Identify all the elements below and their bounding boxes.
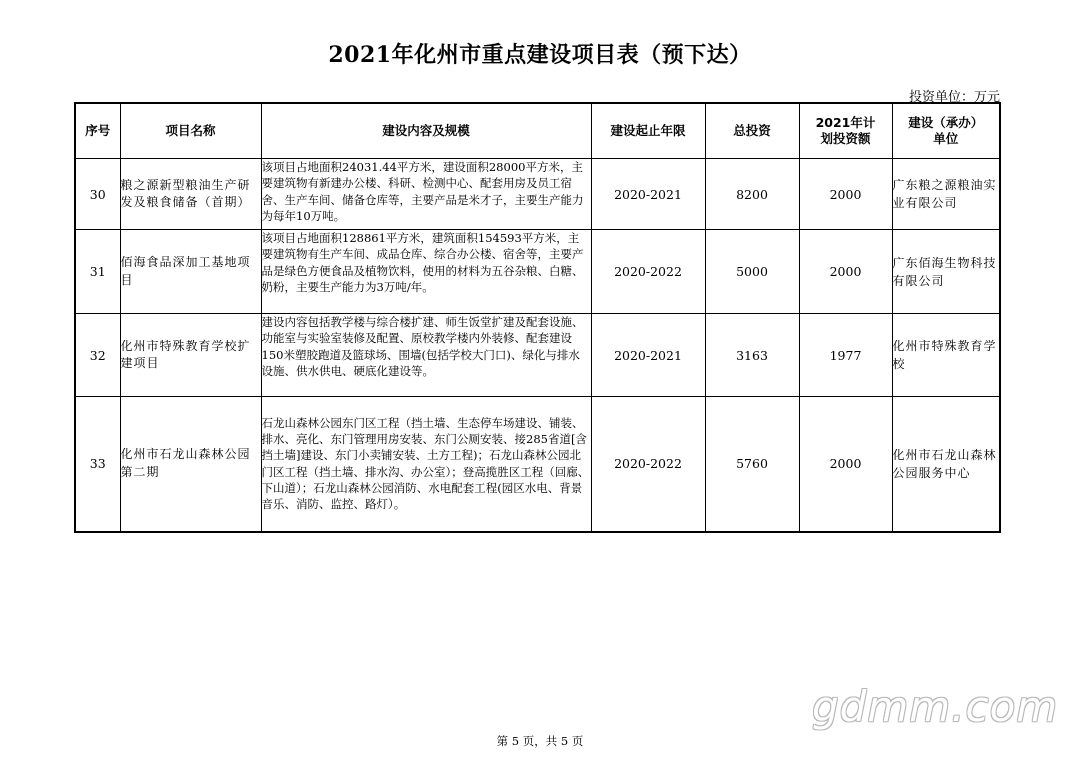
row-unit: 广东粮之源粮油实业有限公司 [892, 159, 1000, 230]
row-index: 32 [75, 314, 120, 397]
row-project-name: 佰海食品深加工基地项目 [120, 230, 261, 314]
row-unit: 化州市石龙山森林公园服务中心 [892, 397, 1000, 532]
row-content [261, 230, 591, 314]
row-content-text: 该项目占地面积24031.44平方米，建设面积28000平方米，主要建筑物有新建办公楼、科研、检测中心、配套用房及员工宿舍、生产车间、储备仓库等，主要产品是米才子，主要生产能力为每年10万吨。 [261, 160, 584, 223]
row-period: 2020-2021 [591, 314, 705, 397]
row-unit: 化州市特殊教育学校 [892, 314, 1000, 397]
header-period: 建设起止年限 [591, 103, 705, 159]
row-total-investment: 5760 [705, 397, 799, 532]
row-project-name: 粮之源新型粮油生产研发及粮食储备（首期） [120, 159, 261, 230]
row-index: 33 [75, 397, 120, 532]
row-content-text: 建设内容包括教学楼与综合楼扩建、师生饭堂扩建及配套设施、功能室与实验室装修及配置、原校教学楼内外装修、配套建设150米塑胶跑道及篮球场、围墙(包括学校大门口)、绿化与排水设施、供水供电、硬底化建设等。 [261, 315, 584, 378]
row-total-investment: 3163 [705, 314, 799, 397]
table-row [75, 397, 1000, 532]
header-unit: 建设（承办）单位 [892, 103, 1000, 159]
row-content [261, 397, 591, 532]
page-title: 2021年化州市重点建设项目表（预下达） [328, 42, 752, 68]
investment-unit-note: 投资单位：万元 [908, 90, 1000, 105]
row-project-name: 化州市特殊教育学校扩建项目 [120, 314, 261, 397]
row-total-investment: 8200 [705, 159, 799, 230]
table-header-row [75, 103, 1000, 159]
page-footer: 第 5 页，共 5 页 [496, 734, 584, 748]
row-unit: 广东佰海生物科技有限公司 [892, 230, 1000, 314]
header-plan: 2021年计划投资额 [799, 103, 892, 159]
row-content-text: 石龙山森林公园东门区工程（挡土墙、生态停车场建设、铺装、排水、亮化、东门管理用房安装、东门公厕安装、接285省道[含挡土墙]建设、东门小卖铺安装、土方工程)；石龙山森林公园北门区工程（挡土墙、排水沟、办公室）；登高揽胜区工程（回廊、下山道）；石龙山森林公园消防、水电配套工程(园区水电、背景音乐、消防、监控、路灯）。 [261, 415, 590, 512]
row-period: 2020-2022 [591, 230, 705, 314]
header-total: 总投资 [705, 103, 799, 159]
row-content [261, 159, 591, 230]
row-index: 31 [75, 230, 120, 314]
row-plan-investment: 2000 [799, 230, 892, 314]
table-row [75, 159, 1000, 230]
header-name: 项目名称 [120, 103, 261, 159]
row-content [261, 314, 591, 397]
table-row [75, 314, 1000, 397]
row-project-name: 化州市石龙山森林公园第二期 [120, 397, 261, 532]
row-total-investment: 5000 [705, 230, 799, 314]
row-plan-investment: 2000 [799, 159, 892, 230]
row-period: 2020-2021 [591, 159, 705, 230]
row-period: 2020-2022 [591, 397, 705, 532]
row-plan-investment: 2000 [799, 397, 892, 532]
projects-table [74, 102, 1001, 533]
table-row [75, 230, 1000, 314]
row-content-text: 该项目占地面积128861平方米，建筑面积154593平方米，主要建筑物有生产车间、成品仓库、综合办公楼、宿舍等，主要产品是绿色方便食品及植物饮料，使用的材料为五谷杂粮、白糖、奶粉，主要生产能力为3万吨/年。 [261, 231, 584, 294]
watermark-logo: gdmm.com [812, 682, 1059, 731]
row-index: 30 [75, 159, 120, 230]
row-plan-investment: 1977 [799, 314, 892, 397]
header-content: 建设内容及规模 [261, 103, 591, 159]
header-index: 序号 [75, 103, 120, 159]
